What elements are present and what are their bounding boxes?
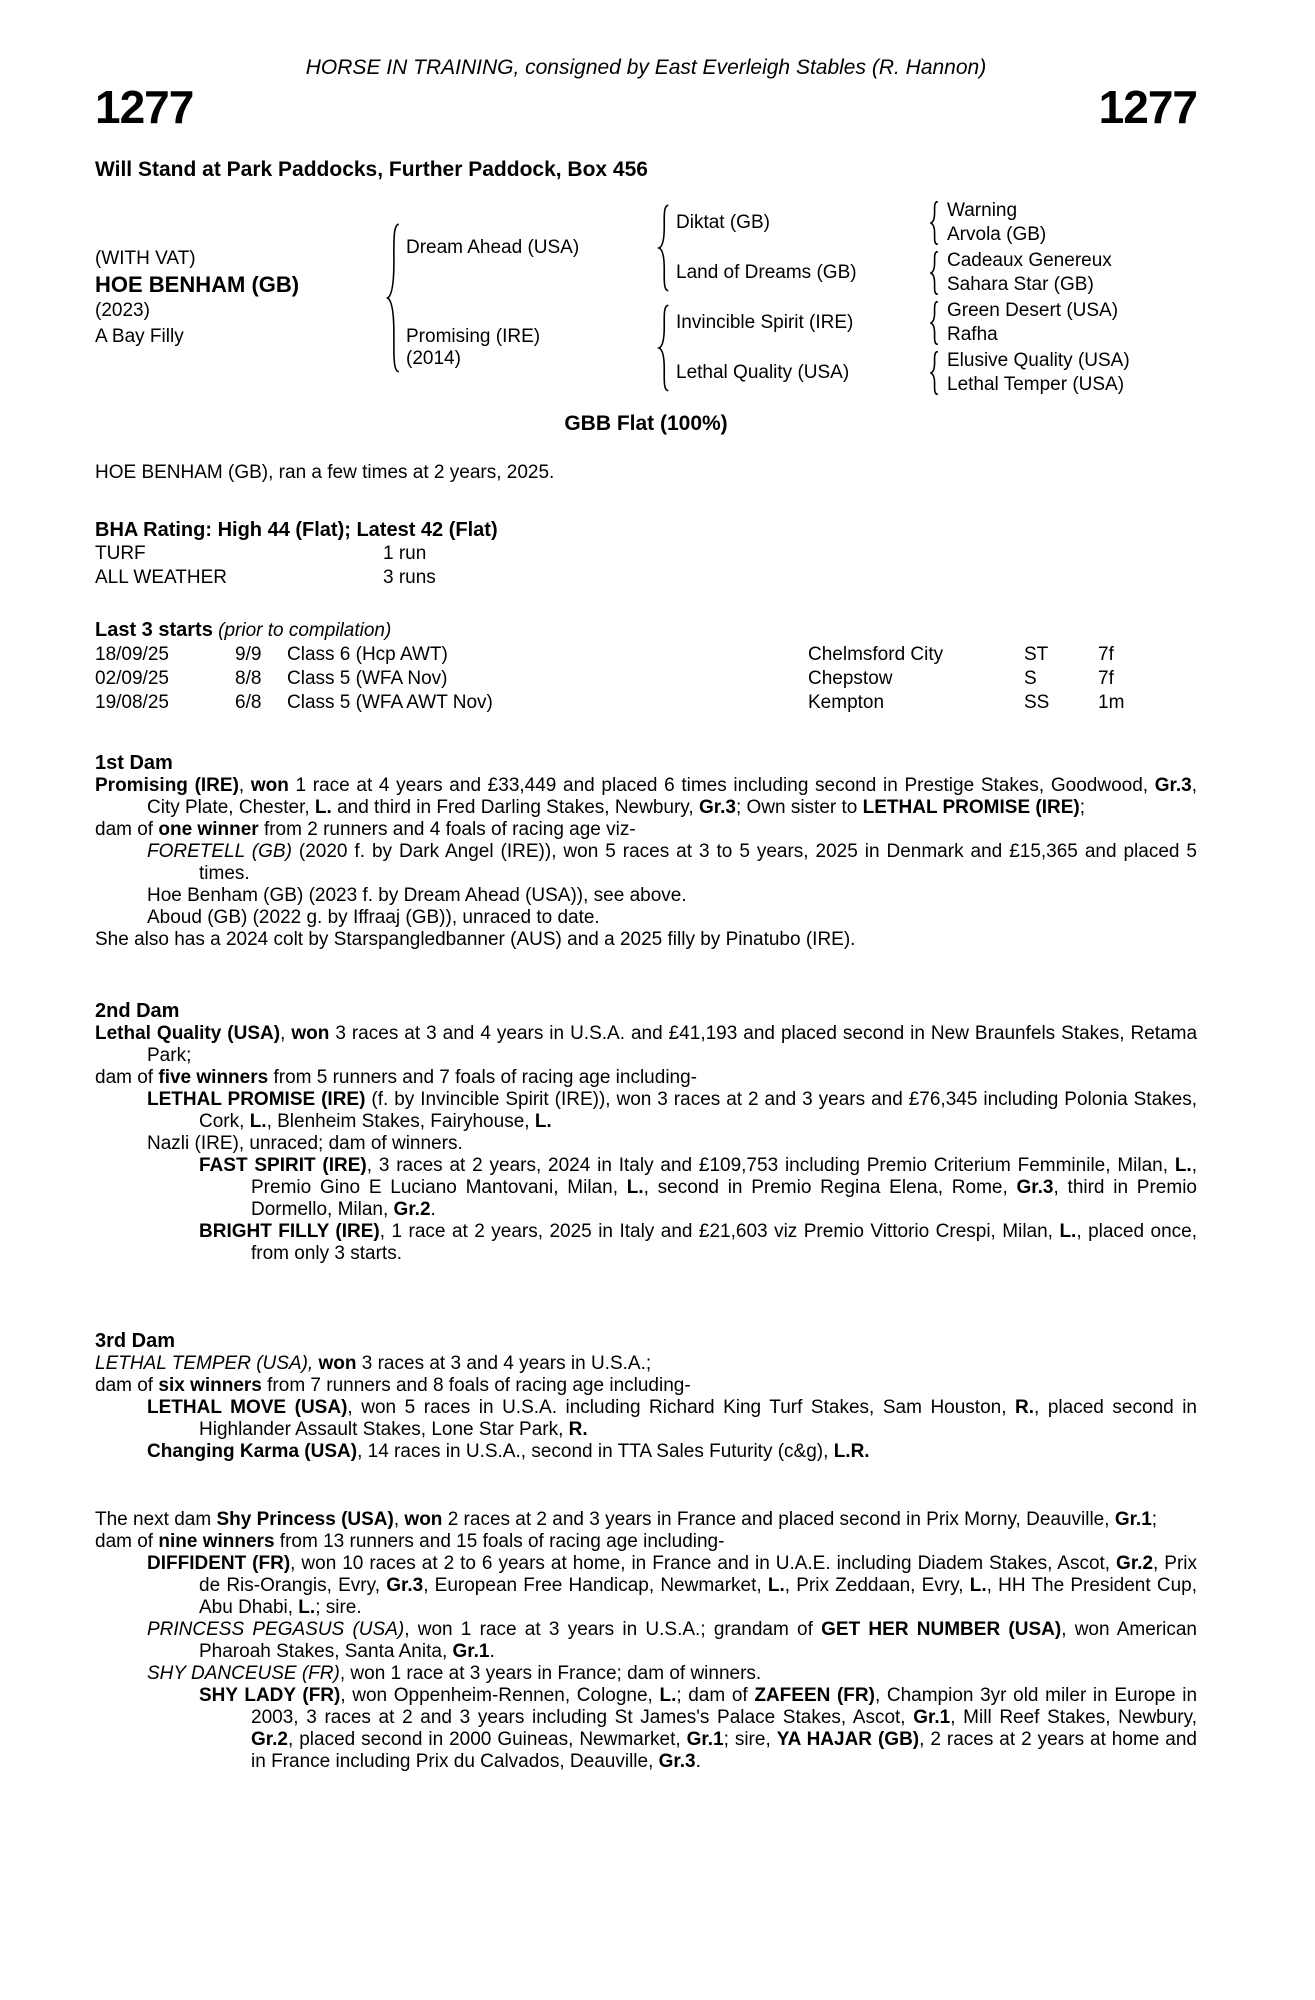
great-granddam-name: Lethal Temper (USA) xyxy=(947,374,1125,395)
dam-paragraph: LETHAL TEMPER (USA), won 3 races at 3 and 4 years in U.S.A.; xyxy=(95,1353,652,1374)
horse-name: HOE BENHAM (GB) xyxy=(95,272,300,297)
granddam-row xyxy=(676,248,1197,298)
section-heading: 2nd Dam xyxy=(95,1000,180,1022)
rating-row xyxy=(95,542,1197,566)
progeny-paragraph: LETHAL MOVE (USA), won 5 races in U.S.A. including Richard King Turf Stakes, Sam Houston, R., placed second in Highlander Assault Stakes, Lone Star Park, R. xyxy=(147,1397,1197,1440)
last-starts-heading xyxy=(95,618,1197,643)
last-starts-title: Last 3 starts xyxy=(95,619,213,641)
brace-icon xyxy=(921,298,947,348)
race-date: 18/09/25 xyxy=(95,644,169,665)
race-course: Kempton xyxy=(808,692,885,713)
race-date: 19/08/25 xyxy=(95,692,169,713)
race-summary-note: HOE BENHAM (GB), ran a few times at 2 years, 2025. xyxy=(95,462,555,483)
progeny-paragraph: DIFFIDENT (FR), won 10 races at 2 to 6 years at home, in France and in U.A.E. including Diadem Stakes, Ascot, Gr.2, Prix de Ris-Orangis, Evry, Gr.3, European Free Handicap, Newmarket, L., Prix Zeddaan, Evry, L., HH The President Cup, Abu Dhabi, L.; sire. xyxy=(147,1553,1197,1618)
brace-icon xyxy=(921,348,947,398)
lot-number-row xyxy=(95,82,1197,132)
progeny-paragraph: SHY DANCEUSE (FR), won 1 race at 3 years in France; dam of winners. xyxy=(147,1663,762,1684)
great-grandsire-name: Elusive Quality (USA) xyxy=(947,350,1130,371)
last-starts-subtitle: (prior to compilation) xyxy=(212,620,392,641)
progeny-paragraph: Aboud (GB) (2022 g. by Iffraaj (GB)), unraced to date. xyxy=(147,907,600,928)
great-grandsire-name: Warning xyxy=(947,200,1018,221)
race-going: SS xyxy=(1024,692,1050,713)
great-grandsire-name: Cadeaux Genereux xyxy=(947,250,1112,271)
ancestor-generations xyxy=(406,198,1197,398)
race-class: Class 6 (Hcp AWT) xyxy=(287,644,448,665)
dam-year: (2014) xyxy=(406,348,461,369)
lot-number-right: 1277 xyxy=(1098,81,1197,133)
race-record-row xyxy=(95,667,1197,691)
dam-paragraph: Promising (IRE), won 1 race at 4 years and £33,449 and placed 6 times including second in Prestige Stakes, Goodwood, Gr.3, City Plate, Chester, L. and third in Fred Darling Stakes, Newbury, Gr.3; Own sister to LETHAL PROMISE (IRE); xyxy=(95,775,1197,818)
subject-block xyxy=(95,198,380,398)
dam-paragraph: She also has a 2024 colt by Starspangledbanner (AUS) and a 2025 filly by Pinatubo (IRE). xyxy=(95,929,856,950)
progeny-paragraph: FORETELL (GB) (2020 f. by Dark Angel (IRE)), won 5 races at 3 to 5 years, 2025 in Denmark and £15,365 and placed 5 times. xyxy=(147,841,1198,884)
grandsire-row xyxy=(676,198,1197,248)
race-class: Class 5 (WFA Nov) xyxy=(287,668,448,689)
race-position: 6/8 xyxy=(235,692,262,713)
brace-icon xyxy=(650,298,676,398)
progeny-paragraph: PRINCESS PEGASUS (USA), won 1 race at 3 years in U.S.A.; grandam of GET HER NUMBER (USA), won American Pharoah Stakes, Santa Anita, Gr.1. xyxy=(147,1619,1197,1662)
dam-paragraph: dam of five winners from 5 runners and 7 foals of racing age including- xyxy=(95,1067,698,1088)
race-distance: 7f xyxy=(1098,644,1114,665)
surface-label: TURF xyxy=(95,543,146,564)
sire-branch xyxy=(406,198,1197,298)
progeny-paragraph: BRIGHT FILLY (IRE), 1 race at 2 years, 2025 in Italy and £21,603 viz Premio Vittorio Crespi, Milan, L., placed once, from only 3 starts. xyxy=(199,1221,1197,1264)
lot-number-left: 1277 xyxy=(95,81,194,133)
dam-paragraph: dam of six winners from 7 runners and 8 foals of racing age including- xyxy=(95,1375,691,1396)
dam-paragraph: dam of nine winners from 13 runners and 15 foals of racing age including- xyxy=(95,1531,725,1552)
race-record-row xyxy=(95,643,1197,667)
progeny-paragraph: SHY LADY (FR), won Oppenheim-Rennen, Cologne, L.; dam of ZAFEEN (FR), Champion 3yr old miler in Europe in 2003, 3 races at 2 and 3 years including St James's Palace Stakes, Ascot, Gr.1, Mill Reef Stakes, Newbury, Gr.2, placed second in 2000 Guineas, Newmarket, Gr.1; sire, YA HAJAR (GB), 2 races at 2 years at home and in France including Prix du Calvados, Deauville, Gr.3. xyxy=(199,1685,1198,1772)
race-course: Chepstow xyxy=(808,668,893,689)
progeny-paragraph: Nazli (IRE), unraced; dam of winners. xyxy=(147,1133,463,1154)
section-heading: 3rd Dam xyxy=(95,1330,176,1352)
granddam-name: Land of Dreams (GB) xyxy=(676,262,857,283)
dam-paragraph: Lethal Quality (USA), won 3 races at 3 and 4 years in U.S.A. and £41,193 and placed second in New Braunfels Stakes, Retama Park; xyxy=(95,1023,1198,1066)
surface-runs: 3 runs xyxy=(383,567,436,588)
section-second-dam xyxy=(95,999,1197,1265)
section-first-dam xyxy=(95,751,1197,951)
race-date: 02/09/25 xyxy=(95,668,169,689)
last-starts-block xyxy=(95,618,1197,715)
foal-year: (2023) xyxy=(95,300,150,321)
great-granddam-name: Sahara Star (GB) xyxy=(947,274,1094,295)
bha-rating-block xyxy=(95,518,1197,590)
premium-scheme-line: GBB Flat (100%) xyxy=(564,412,728,435)
sire-name: Dream Ahead (USA) xyxy=(406,237,580,258)
bha-rating-headline: BHA Rating: High 44 (Flat); Latest 42 (Flat) xyxy=(95,519,498,541)
great-granddam-name: Rafha xyxy=(947,324,998,345)
dam-paragraph: dam of one winner from 2 runners and 4 foals of racing age viz- xyxy=(95,819,636,840)
race-going: S xyxy=(1024,668,1037,689)
rating-row xyxy=(95,566,1197,590)
vat-note: (WITH VAT) xyxy=(95,248,196,269)
stand-location-line: Will Stand at Park Paddocks, Further Paddock, Box 456 xyxy=(95,158,648,181)
brace-icon xyxy=(650,198,676,298)
progeny-paragraph: Hoe Benham (GB) (2023 f. by Dream Ahead (USA)), see above. xyxy=(147,885,687,906)
great-granddam-name: Arvola (GB) xyxy=(947,224,1047,245)
race-course: Chelmsford City xyxy=(808,644,944,665)
race-distance: 1m xyxy=(1098,692,1125,713)
race-class: Class 5 (WFA AWT Nov) xyxy=(287,692,493,713)
section-next-dam xyxy=(95,1509,1197,1773)
grandsire-name: Invincible Spirit (IRE) xyxy=(676,312,854,333)
race-record-row xyxy=(95,691,1197,715)
race-distance: 7f xyxy=(1098,668,1114,689)
race-going: ST xyxy=(1024,644,1049,665)
progeny-paragraph: FAST SPIRIT (IRE), 3 races at 2 years, 2024 in Italy and £109,753 including Premio Criterium Femminile, Milan, L., Premio Gino E Luciano Mantovani, Milan, L., second in Premio Regina Elena, Rome, Gr.3, third in Premio Dormello, Milan, Gr.2. xyxy=(199,1155,1197,1220)
granddam-row xyxy=(676,348,1197,398)
dam-name: Promising (IRE) (2014) xyxy=(406,298,650,398)
surface-label: ALL WEATHER xyxy=(95,567,227,588)
brace-icon xyxy=(380,198,406,398)
race-position: 8/8 xyxy=(235,668,262,689)
brace-icon xyxy=(921,198,947,248)
progeny-paragraph: LETHAL PROMISE (IRE) (f. by Invincible Spirit (IRE)), won 3 races at 2 and 3 years and £76,345 including Polonia Stakes, Cork, L., Blenheim Stakes, Fairyhouse, L. xyxy=(147,1089,1197,1132)
great-grandsire-name: Green Desert (USA) xyxy=(947,300,1119,321)
race-position: 9/9 xyxy=(235,644,262,665)
brace-icon xyxy=(921,248,947,298)
granddam-name: Lethal Quality (USA) xyxy=(676,362,850,383)
progeny-paragraph: Changing Karma (USA), 14 races in U.S.A., second in TTA Sales Futurity (c&g), L.R. xyxy=(147,1441,870,1462)
sex-description: A Bay Filly xyxy=(95,326,184,347)
grandsire-name: Diktat (GB) xyxy=(676,212,770,233)
dam-paragraph: The next dam Shy Princess (USA), won 2 races at 2 and 3 years in France and placed second in Prix Morny, Deauville, Gr.1; xyxy=(95,1509,1158,1530)
section-third-dam xyxy=(95,1329,1197,1463)
grandsire-row xyxy=(676,298,1197,348)
section-heading: 1st Dam xyxy=(95,752,173,774)
page-header-note: HORSE IN TRAINING, consigned by East Everleigh Stables (R. Hannon) xyxy=(305,56,987,79)
surface-runs: 1 run xyxy=(383,543,427,564)
dam-branch xyxy=(406,298,1197,398)
pedigree-chart xyxy=(95,198,1197,398)
